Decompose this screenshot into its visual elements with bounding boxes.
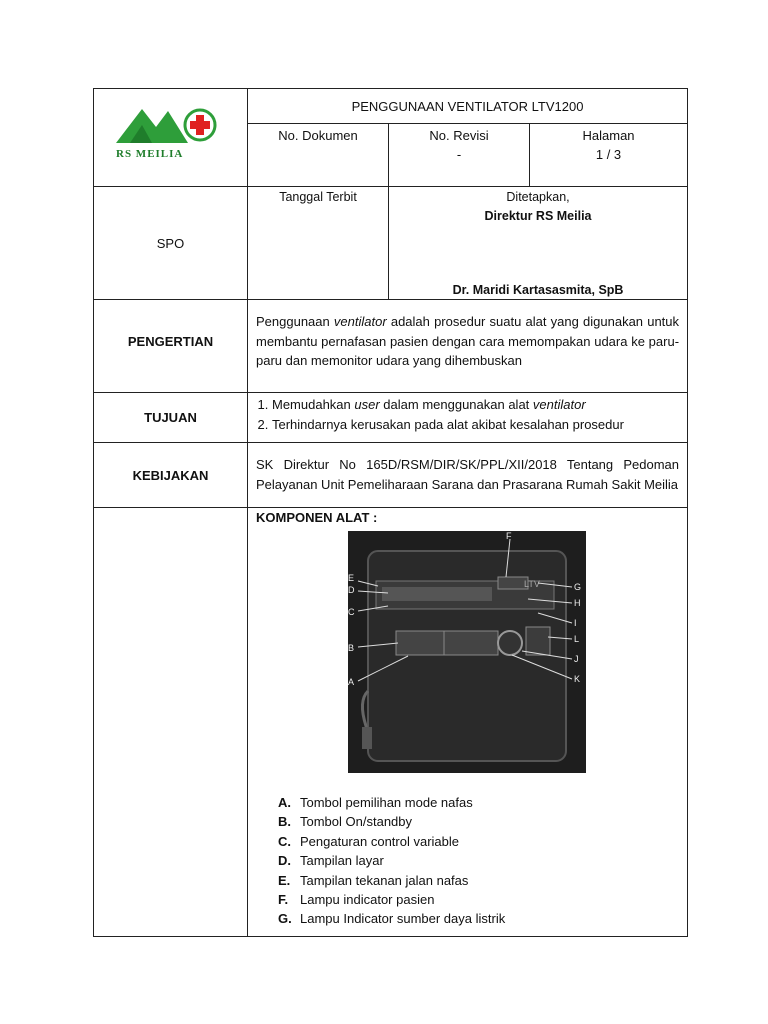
direktur-name: Dr. Maridi Kartasasmita, SpB [452, 283, 624, 297]
komponen-cell [248, 508, 688, 937]
photo-label-g: G [574, 582, 582, 592]
photo-label-a: A [348, 677, 355, 687]
komponen-title: KOMPONEN ALAT : [256, 510, 378, 525]
logo-text: RS MEILIA [116, 148, 184, 160]
tujuan-list-cell [248, 393, 688, 443]
photo-label-i: I [574, 618, 577, 628]
tujuan-list [248, 393, 687, 442]
photo-label-l: L [574, 634, 580, 644]
document-title: PENGGUNAAN VENTILATOR LTV1200 [248, 89, 688, 124]
no-dokumen-label: No. Dokumen [278, 128, 358, 143]
ditetapkan-label: Ditetapkan, [506, 190, 570, 204]
tujuan-item-2: 2. Terhindarnya kerusakan pada alat akibat kesalahan prosedur [272, 415, 679, 435]
komponen-list [278, 793, 687, 929]
photo-label-h: H [574, 598, 581, 608]
tujuan-label: TUJUAN [94, 393, 248, 443]
photo-label-j: J [574, 654, 579, 664]
photo-label-c: C [348, 607, 355, 617]
direktur-title: Direktur RS Meilia [484, 209, 592, 223]
photo-label-b: B [348, 643, 355, 653]
pengertian-label: PENGERTIAN [94, 300, 248, 393]
kebijakan-text: SK Direktur No 165D/RSM/DIR/SK/PPL/XII/2018 Tentang Pedoman Pelayanan Unit Pemeliharaan Sarana dan Prasarana Rumah Sakit Meilia [248, 443, 688, 508]
list-item: A. Tombol pemilihan mode nafas [278, 795, 473, 810]
pengertian-text: Penggunaan ventilator adalah prosedur suatu alat yang digunakan untuk membantu pernafasan pasien dengan cara memompakan udara ke paru-paru dan memonitor udara yang dihembuskan [248, 300, 688, 393]
list-item: E. Tampilan tekanan jalan nafas [278, 872, 469, 888]
tanggal-terbit-label: Tanggal Terbit [279, 190, 357, 204]
mountain-shape [116, 109, 188, 143]
tanggal-terbit-cell [248, 187, 389, 300]
photo-label-d: D [348, 585, 355, 595]
halaman-label: Halaman [582, 128, 635, 143]
spo-table [93, 88, 688, 937]
photo-label-k: K [574, 674, 581, 684]
no-dokumen-cell [248, 124, 389, 187]
list-item: F. Lampu indicator pasien [278, 892, 435, 908]
no-revisi-value: - [456, 147, 462, 162]
no-revisi-cell [389, 124, 530, 187]
spo-label: SPO [94, 187, 248, 300]
halaman-value: 1 / 3 [595, 147, 622, 162]
no-revisi-label: No. Revisi [429, 128, 489, 143]
list-item: B. Tombol On/standby [278, 814, 413, 830]
ditetapkan-cell [389, 187, 688, 300]
kebijakan-label: KEBIJAKAN [94, 443, 248, 508]
photo-label-f: F [506, 531, 512, 541]
komponen-empty-cell [94, 508, 248, 937]
spo-document [93, 88, 687, 927]
list-item: C. Pengaturan control variable [278, 833, 459, 849]
list-item: G. Lampu Indicator sumber daya listrik [278, 911, 506, 927]
list-item: D. Tampilan layar [278, 853, 384, 869]
halaman-cell [530, 124, 688, 187]
ventilator-diagram [348, 531, 586, 773]
ventilator-photo [348, 531, 586, 773]
tujuan-item-1: 1. Memudahkan user dalam menggunakan alat ventilator [272, 395, 679, 415]
photo-label-e: E [348, 573, 355, 583]
ltv-text: LTV [524, 579, 540, 589]
rs-meilia-logo [116, 103, 226, 163]
logo-cell [94, 89, 248, 187]
